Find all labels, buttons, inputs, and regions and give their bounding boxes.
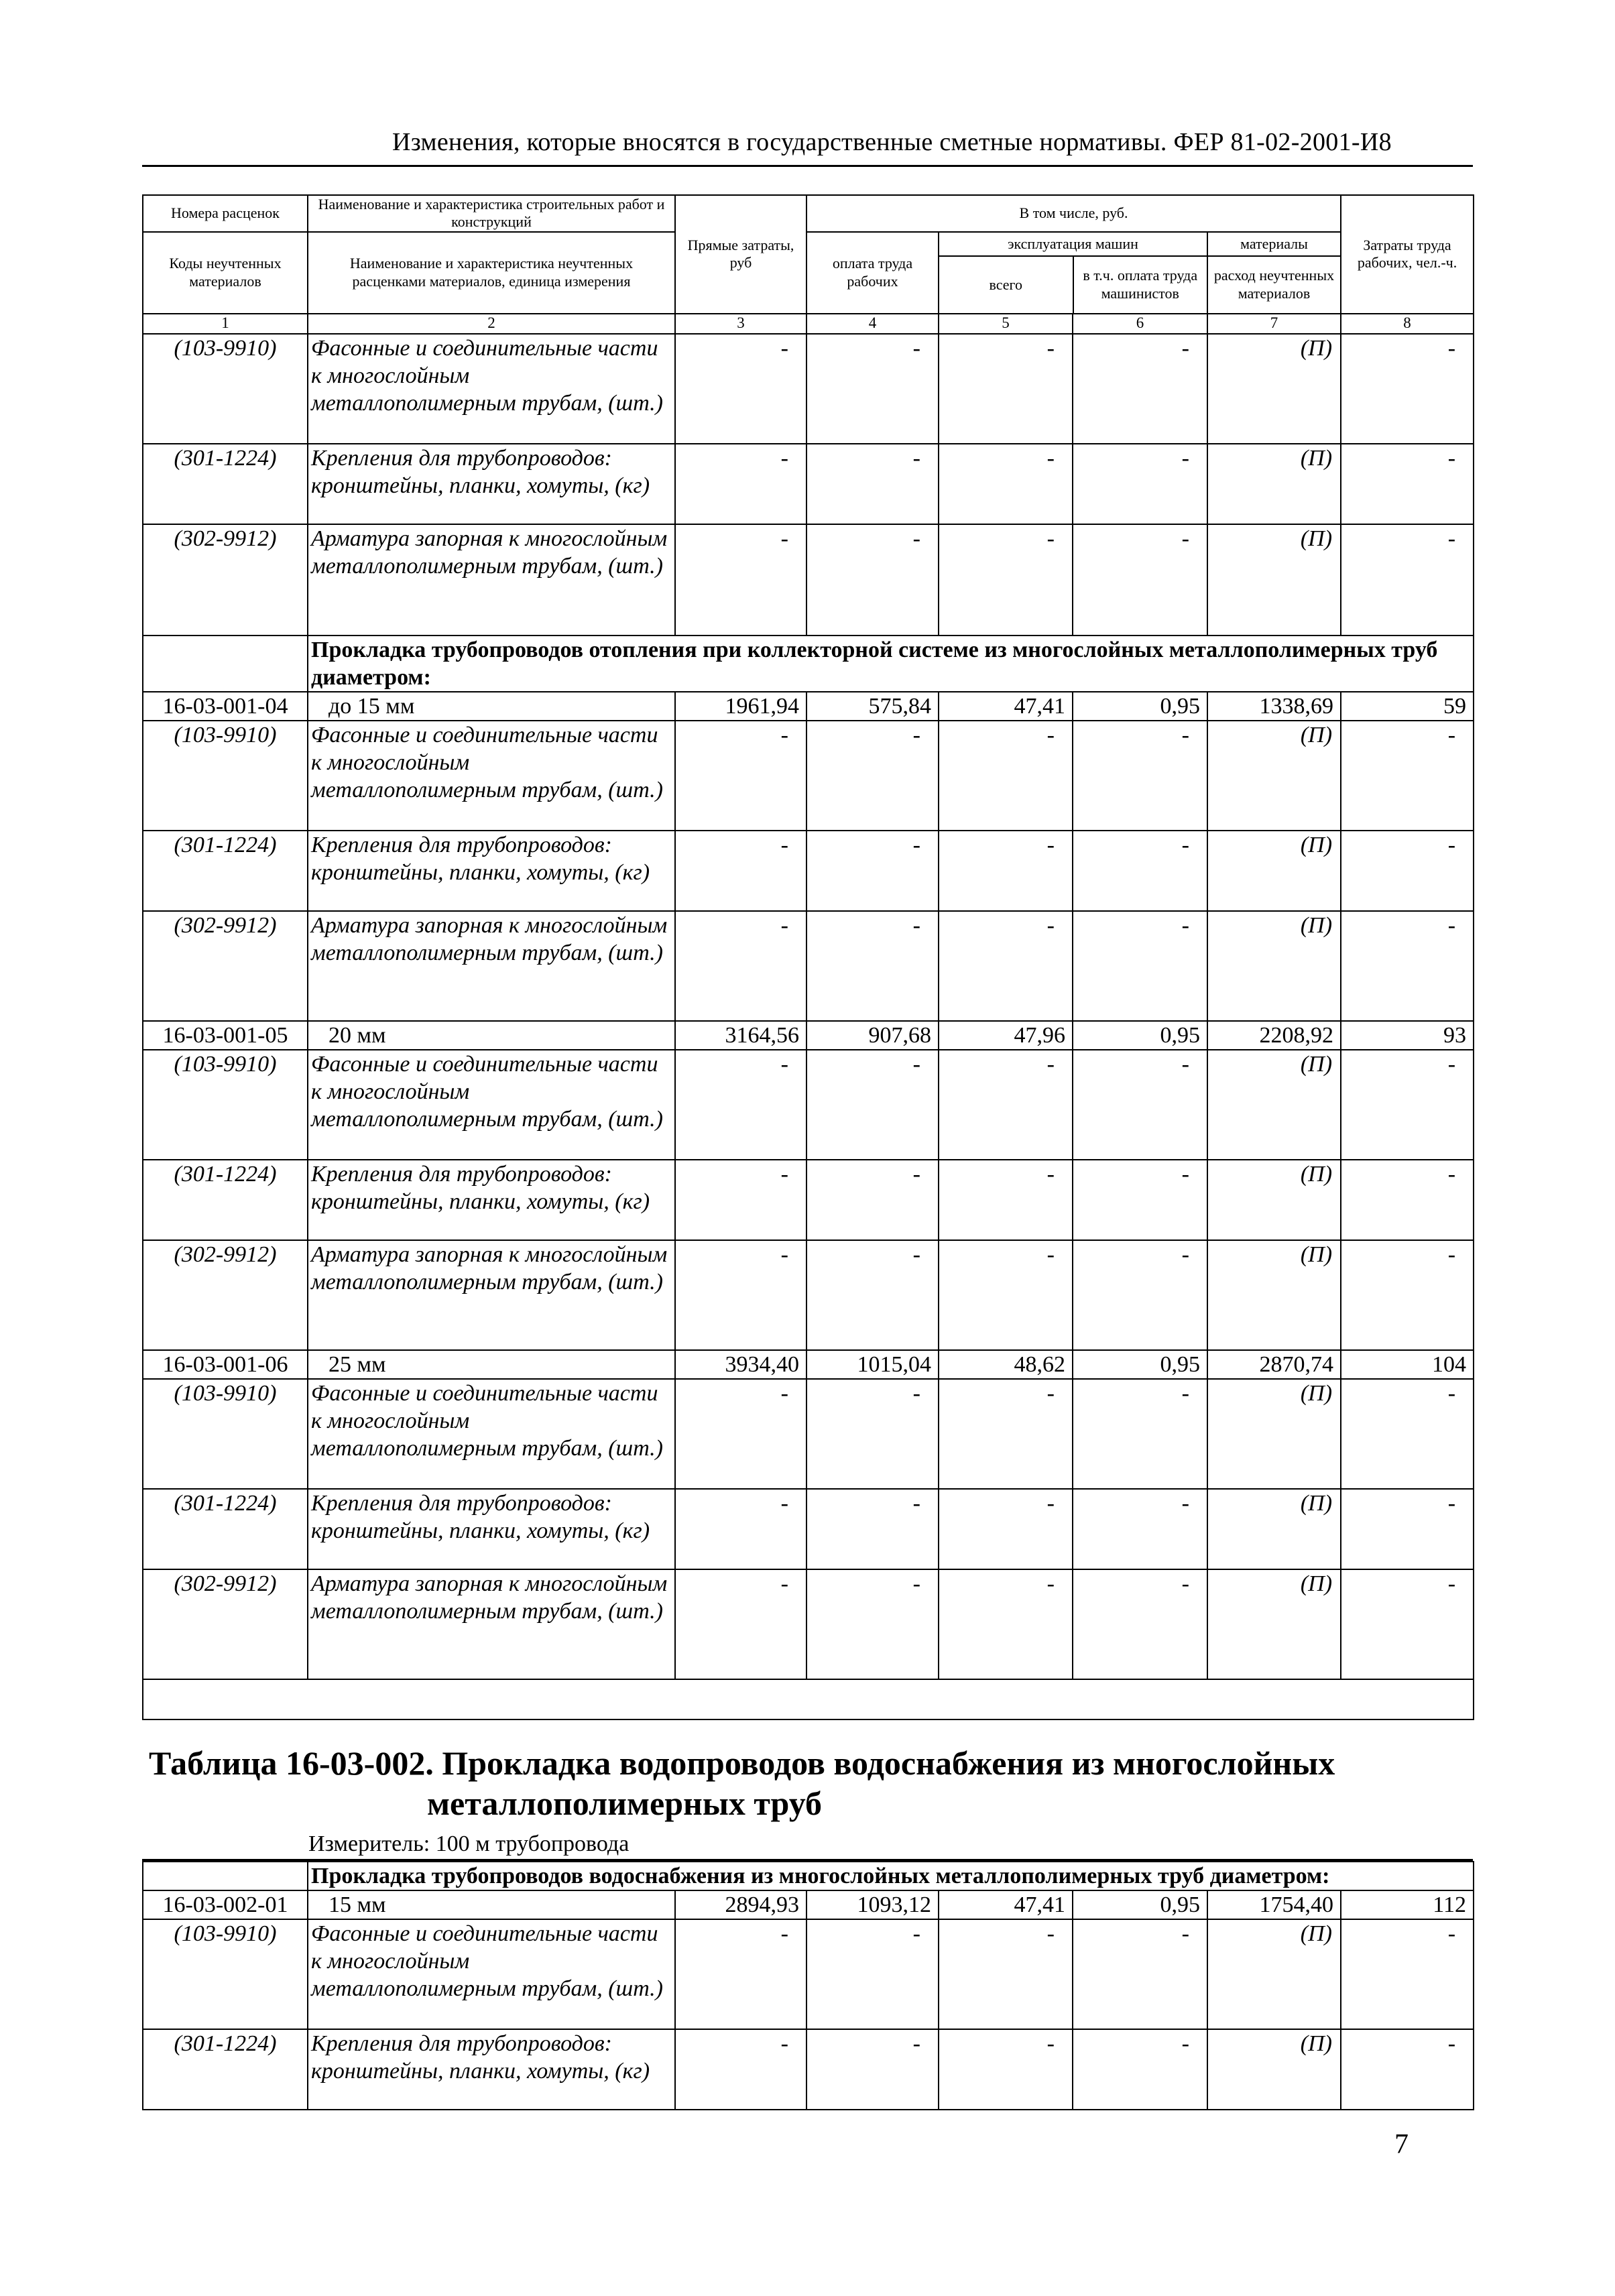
table-title <box>149 1743 1335 1823</box>
direct-cost: 1961,94 <box>675 692 806 721</box>
material-name: Крепления для трубопроводов: кронштейны, планки, хомуты, (кг) <box>308 831 675 911</box>
col2-header-bottom: Наименование и характеристика неучтенных расценками материалов, единица измерения <box>308 232 675 314</box>
col1-header-bottom: Коды неучтенных материалов <box>143 232 308 314</box>
material-code: (301-1224) <box>143 1160 308 1240</box>
labor-cost: 1093,12 <box>806 1890 939 1919</box>
cell-dash: - <box>1073 831 1207 911</box>
material-code: (103-9910) <box>143 721 308 831</box>
workers-header: Затраты труда рабочих, чел.-ч. <box>1341 195 1474 314</box>
machines-cost: 48,62 <box>939 1350 1073 1379</box>
cell-dash: - <box>675 721 806 831</box>
cell-dash: - <box>1073 1050 1207 1160</box>
cell-project-materials: (П) <box>1207 334 1341 444</box>
material-name: Фасонные и соединительные части к многослойным металлополимерным трубам, (шт.) <box>308 1919 675 2029</box>
table-title-line1: Таблица 16-03-002. Прокладка водопроводов водоснабжения из многослойных <box>149 1744 1335 1782</box>
material-code: (103-9910) <box>143 1379 308 1489</box>
cell-project-materials: (П) <box>1207 1379 1341 1489</box>
col-num: 2 <box>308 314 675 334</box>
cell-project-materials: (П) <box>1207 444 1341 524</box>
cell-dash: - <box>806 1489 939 1569</box>
cell-dash: - <box>1341 1489 1474 1569</box>
labor-cost: 1015,04 <box>806 1350 939 1379</box>
machines-labor-cost: 0,95 <box>1073 692 1207 721</box>
col1-header-top: Номера расценок <box>143 195 308 232</box>
material-code: (301-1224) <box>143 444 308 524</box>
cell-dash: - <box>806 1919 939 2029</box>
cell-dash: - <box>806 1240 939 1350</box>
cell-project-materials: (П) <box>1207 1160 1341 1240</box>
col-num: 4 <box>806 314 939 334</box>
rates-table <box>142 194 1474 1720</box>
material-code: (103-9910) <box>143 334 308 444</box>
table-title-line2: металлополимерных труб <box>427 1785 823 1822</box>
incl-header: В том числе, руб. <box>806 195 1341 232</box>
machines-total-header: всего <box>939 257 1074 313</box>
rate-code: 16-03-001-04 <box>143 692 308 721</box>
material-name: Фасонные и соединительные части к многослойным металлополимерным трубам, (шт.) <box>308 1379 675 1489</box>
material-name: Крепления для трубопроводов: кронштейны, планки, хомуты, (кг) <box>308 1489 675 1569</box>
cell-dash: - <box>1341 1569 1474 1679</box>
materials-cost: 1338,69 <box>1207 692 1341 721</box>
cell-dash: - <box>1073 1240 1207 1350</box>
cell-dash: - <box>1073 524 1207 636</box>
page-header: Изменения, которые вносятся в государственные сметные нормативы. ФЕР 81-02-2001-И8 <box>392 128 1392 156</box>
materials-sub-header: расход неучтенных материалов <box>1213 267 1335 302</box>
col-num: 5 <box>939 314 1073 334</box>
material-code: (103-9910) <box>143 1919 308 2029</box>
header-rule <box>142 165 1473 167</box>
material-name: Фасонные и соединительные части к многослойным металлополимерным трубам, (шт.) <box>308 1050 675 1160</box>
material-code: (103-9910) <box>143 1050 308 1160</box>
cell-dash: - <box>675 444 806 524</box>
section-heading: Прокладка трубопроводов отопления при коллекторной системе из многослойных металлополимерных труб диаметром: <box>308 636 1474 692</box>
labor-cost: 907,68 <box>806 1021 939 1050</box>
col-num: 3 <box>675 314 806 334</box>
cell-dash: - <box>806 524 939 636</box>
cell-dash: - <box>1073 1569 1207 1679</box>
material-code: (301-1224) <box>143 831 308 911</box>
cell-dash: - <box>675 1569 806 1679</box>
machines-header: эксплуатация машин <box>939 233 1207 257</box>
material-name: Арматура запорная к многослойным металлополимерным трубам, (шт.) <box>308 524 675 636</box>
rate-name: 15 мм <box>308 1890 675 1919</box>
cell-dash: - <box>1341 334 1474 444</box>
cell-dash: - <box>806 911 939 1021</box>
cell-dash: - <box>939 334 1073 444</box>
cell-dash: - <box>939 911 1073 1021</box>
cell-dash: - <box>1341 1379 1474 1489</box>
cell-dash: - <box>939 1919 1073 2029</box>
direct-cost: 3934,40 <box>675 1350 806 1379</box>
cell-dash: - <box>675 1240 806 1350</box>
cell-dash: - <box>806 831 939 911</box>
cell-dash: - <box>1341 1919 1474 2029</box>
cell-dash: - <box>675 334 806 444</box>
rate-name: 20 мм <box>308 1021 675 1050</box>
cell-dash: - <box>806 444 939 524</box>
col-num: 6 <box>1073 314 1207 334</box>
table-end-spacer <box>143 1679 1474 1719</box>
cell-dash: - <box>1341 831 1474 911</box>
cell-dash: - <box>1341 911 1474 1021</box>
cell-dash: - <box>806 1569 939 1679</box>
rate-code: 16-03-001-06 <box>143 1350 308 1379</box>
direct-cost-header: Прямые затраты, руб <box>675 195 806 314</box>
cell-dash: - <box>1073 1160 1207 1240</box>
materials-cost: 2208,92 <box>1207 1021 1341 1050</box>
material-code: (301-1224) <box>143 1489 308 1569</box>
cell-dash: - <box>1341 1160 1474 1240</box>
worker-hours: 59 <box>1341 692 1474 721</box>
cell-dash: - <box>1073 444 1207 524</box>
labor-header: оплата труда рабочих <box>806 232 939 314</box>
cell-dash: - <box>939 1489 1073 1569</box>
cell-dash: - <box>1073 721 1207 831</box>
cell-dash: - <box>939 2029 1073 2110</box>
cell-dash: - <box>675 911 806 1021</box>
labor-cost: 575,84 <box>806 692 939 721</box>
material-code: (302-9912) <box>143 1569 308 1679</box>
cell-project-materials: (П) <box>1207 1050 1341 1160</box>
cell-dash: - <box>675 1489 806 1569</box>
material-name: Крепления для трубопроводов: кронштейны, планки, хомуты, (кг) <box>308 2029 675 2110</box>
cell-dash: - <box>806 1160 939 1240</box>
cell-dash: - <box>939 831 1073 911</box>
machines-labor-cost: 0,95 <box>1073 1890 1207 1919</box>
cell-project-materials: (П) <box>1207 2029 1341 2110</box>
rate-code: 16-03-001-05 <box>143 1021 308 1050</box>
cell-dash: - <box>806 2029 939 2110</box>
cell-dash: - <box>939 721 1073 831</box>
rate-name: 25 мм <box>308 1350 675 1379</box>
worker-hours: 104 <box>1341 1350 1474 1379</box>
materials-cost: 2870,74 <box>1207 1350 1341 1379</box>
cell-dash: - <box>806 1050 939 1160</box>
cell-dash: - <box>939 1050 1073 1160</box>
rates-table-2 <box>142 1861 1474 2110</box>
cell-dash: - <box>675 524 806 636</box>
material-name: Крепления для трубопроводов: кронштейны, планки, хомуты, (кг) <box>308 444 675 524</box>
cell-dash: - <box>1073 1919 1207 2029</box>
cell-dash: - <box>806 721 939 831</box>
material-name: Фасонные и соединительные части к многослойным металлополимерным трубам, (шт.) <box>308 334 675 444</box>
direct-cost: 3164,56 <box>675 1021 806 1050</box>
machines-cost: 47,41 <box>939 692 1073 721</box>
cell-dash: - <box>939 524 1073 636</box>
cell-dash: - <box>1341 524 1474 636</box>
cell-dash: - <box>806 334 939 444</box>
material-code: (302-9912) <box>143 1240 308 1350</box>
material-code: (302-9912) <box>143 911 308 1021</box>
material-name: Фасонные и соединительные части к многослойным металлополимерным трубам, (шт.) <box>308 721 675 831</box>
cell-dash: - <box>1341 1240 1474 1350</box>
rate-code: 16-03-002-01 <box>143 1890 308 1919</box>
material-code: (301-1224) <box>143 2029 308 2110</box>
machines-labor-cost: 0,95 <box>1073 1021 1207 1050</box>
cell-project-materials: (П) <box>1207 831 1341 911</box>
cell-project-materials: (П) <box>1207 721 1341 831</box>
materials-cost: 1754,40 <box>1207 1890 1341 1919</box>
machines-labor-cost: 0,95 <box>1073 1350 1207 1379</box>
cell-dash: - <box>939 1569 1073 1679</box>
cell-dash: - <box>939 1240 1073 1350</box>
material-name: Крепления для трубопроводов: кронштейны, планки, хомуты, (кг) <box>308 1160 675 1240</box>
cell-dash: - <box>1073 334 1207 444</box>
cell-dash: - <box>1341 721 1474 831</box>
machines-labor-header: в т.ч. оплата труда машинистов <box>1083 267 1198 302</box>
col-num: 1 <box>143 314 308 334</box>
material-name: Арматура запорная к многослойным металлополимерным трубам, (шт.) <box>308 1240 675 1350</box>
cell-dash: - <box>806 1379 939 1489</box>
cell-dash: - <box>675 1919 806 2029</box>
cell-dash: - <box>675 2029 806 2110</box>
section-heading: Прокладка трубопроводов водоснабжения из многослойных металлополимерных труб диаметром: <box>308 1862 1474 1890</box>
cell-project-materials: (П) <box>1207 911 1341 1021</box>
worker-hours: 112 <box>1341 1890 1474 1919</box>
cell-dash: - <box>939 1379 1073 1489</box>
cell-dash: - <box>1341 1050 1474 1160</box>
material-name: Арматура запорная к многослойным металлополимерным трубам, (шт.) <box>308 911 675 1021</box>
machines-cost: 47,41 <box>939 1890 1073 1919</box>
cell-dash: - <box>1073 2029 1207 2110</box>
direct-cost: 2894,93 <box>675 1890 806 1919</box>
cell-dash: - <box>675 1379 806 1489</box>
cell-project-materials: (П) <box>1207 1919 1341 2029</box>
cell-dash: - <box>939 444 1073 524</box>
cell-dash: - <box>675 831 806 911</box>
col-num: 7 <box>1207 314 1341 334</box>
materials-header: материалы <box>1208 233 1340 257</box>
cell-dash: - <box>1341 444 1474 524</box>
cell-dash: - <box>675 1050 806 1160</box>
col2-header-top: Наименование и характеристика строительных работ и конструкций <box>308 195 675 232</box>
cell-dash: - <box>675 1160 806 1240</box>
measure-unit: Измеритель: 100 м трубопровода <box>308 1831 630 1856</box>
worker-hours: 93 <box>1341 1021 1474 1050</box>
rate-name: до 15 мм <box>308 692 675 721</box>
cell-dash: - <box>1073 1489 1207 1569</box>
cell-project-materials: (П) <box>1207 1489 1341 1569</box>
page-number: 7 <box>1394 2129 1409 2160</box>
cell-dash: - <box>1073 911 1207 1021</box>
cell-project-materials: (П) <box>1207 1569 1341 1679</box>
material-name: Арматура запорная к многослойным металлополимерным трубам, (шт.) <box>308 1569 675 1679</box>
cell-dash: - <box>1341 2029 1474 2110</box>
material-code: (302-9912) <box>143 524 308 636</box>
col-num: 8 <box>1341 314 1474 334</box>
cell-project-materials: (П) <box>1207 1240 1341 1350</box>
cell-project-materials: (П) <box>1207 524 1341 636</box>
machines-cost: 47,96 <box>939 1021 1073 1050</box>
cell-dash: - <box>939 1160 1073 1240</box>
cell-dash: - <box>1073 1379 1207 1489</box>
